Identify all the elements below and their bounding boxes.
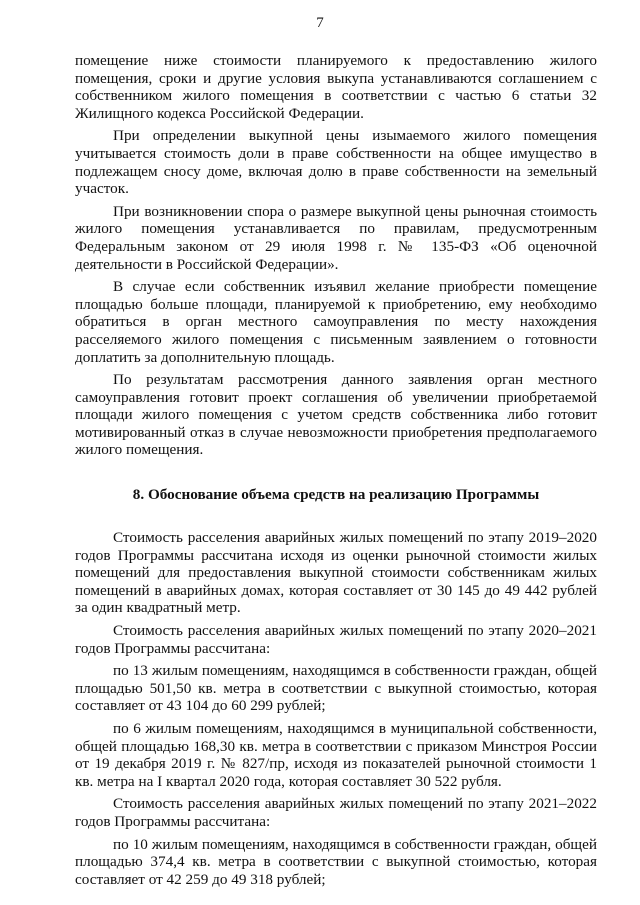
paragraph: Стоимость расселения аварийных жилых помещений по этапу 2021–2022 годов Программы рассчитана: — [75, 795, 597, 830]
list-item: по 6 жилым помещениям, находящимся в муниципальной собственности, общей площадью 168,30 кв. метра в соответствии с приказом Минстроя России от 19 декабря 2019 г. № 827/пр, исходя из показателей рыночной стоимости 1 кв. метра на I квартал 2020 года, которая составляет 30 522 рубля. — [75, 720, 597, 790]
list-item: по 13 жилым помещениям, находящимся в собственности граждан, общей площадью 501,50 кв. метра в соответствии с выкупной стоимостью, которая составляет от 43 104 до 60 299 рублей; — [75, 662, 597, 715]
paragraph: При определении выкупной цены изымаемого жилого помещения учитывается стоимость доли в праве собственности на общее имущество в подлежащем сносу доме, включая долю в праве собственности на земельный участок. — [75, 127, 597, 198]
section-heading: 8. Обоснование объема средств на реализацию Программы — [132, 486, 540, 504]
document-body — [75, 52, 597, 888]
paragraph: В случае если собственник изъявил желание приобрести помещение площадью больше площади, планируемой к приобретению, ему необходимо обратиться в орган местного самоуправления по месту нахождения расселяемого жилого помещения с письменным заявлением о готовности доплатить за дополнительную площадь. — [75, 278, 597, 366]
paragraph: помещение ниже стоимости планируемого к предоставлению жилого помещения, сроки и другие условия выкупа устанавливаются соглашением с собственником жилого помещения в соответствии с частью 6 статьи 32 Жилищного кодекса Российской Федерации. — [75, 52, 597, 122]
page-number: 7 — [316, 15, 324, 31]
paragraph: При возникновении спора о размере выкупной цены рыночная стоимость жилого помещения устанавливается по правилам, предусмотренным Федеральным законом от 29 июля 1998 г. № 135-ФЗ «Об оценочной деятельности в Российской Федерации». — [75, 202, 597, 273]
list-item: по 10 жилым помещениям, находящимся в собственности граждан, общей площадью 374,4 кв. метра в соответствии с выкупной стоимостью, которая составляет от 42 259 до 49 318 рублей; — [75, 835, 597, 888]
paragraph: Стоимость расселения аварийных жилых помещений по этапу 2019–2020 годов Программы рассчитана исходя из оценки рыночной стоимости жилых помещений для предоставления выкупной стоимости собственникам жилых помещений в аварийных домах, которая составляет от 30 145 до 49 442 рублей за один квадратный метр. — [75, 529, 597, 617]
paragraph: По результатам рассмотрения данного заявления орган местного самоуправления готовит проект соглашения об увеличении приобретаемой площади жилого помещения с учетом средств собственника либо готовит мотивированный отказ в случае невозможности приобретения предполагаемого жилого помещения. — [75, 371, 597, 459]
paragraph: Стоимость расселения аварийных жилых помещений по этапу 2020–2021 годов Программы рассчитана: — [75, 622, 597, 657]
